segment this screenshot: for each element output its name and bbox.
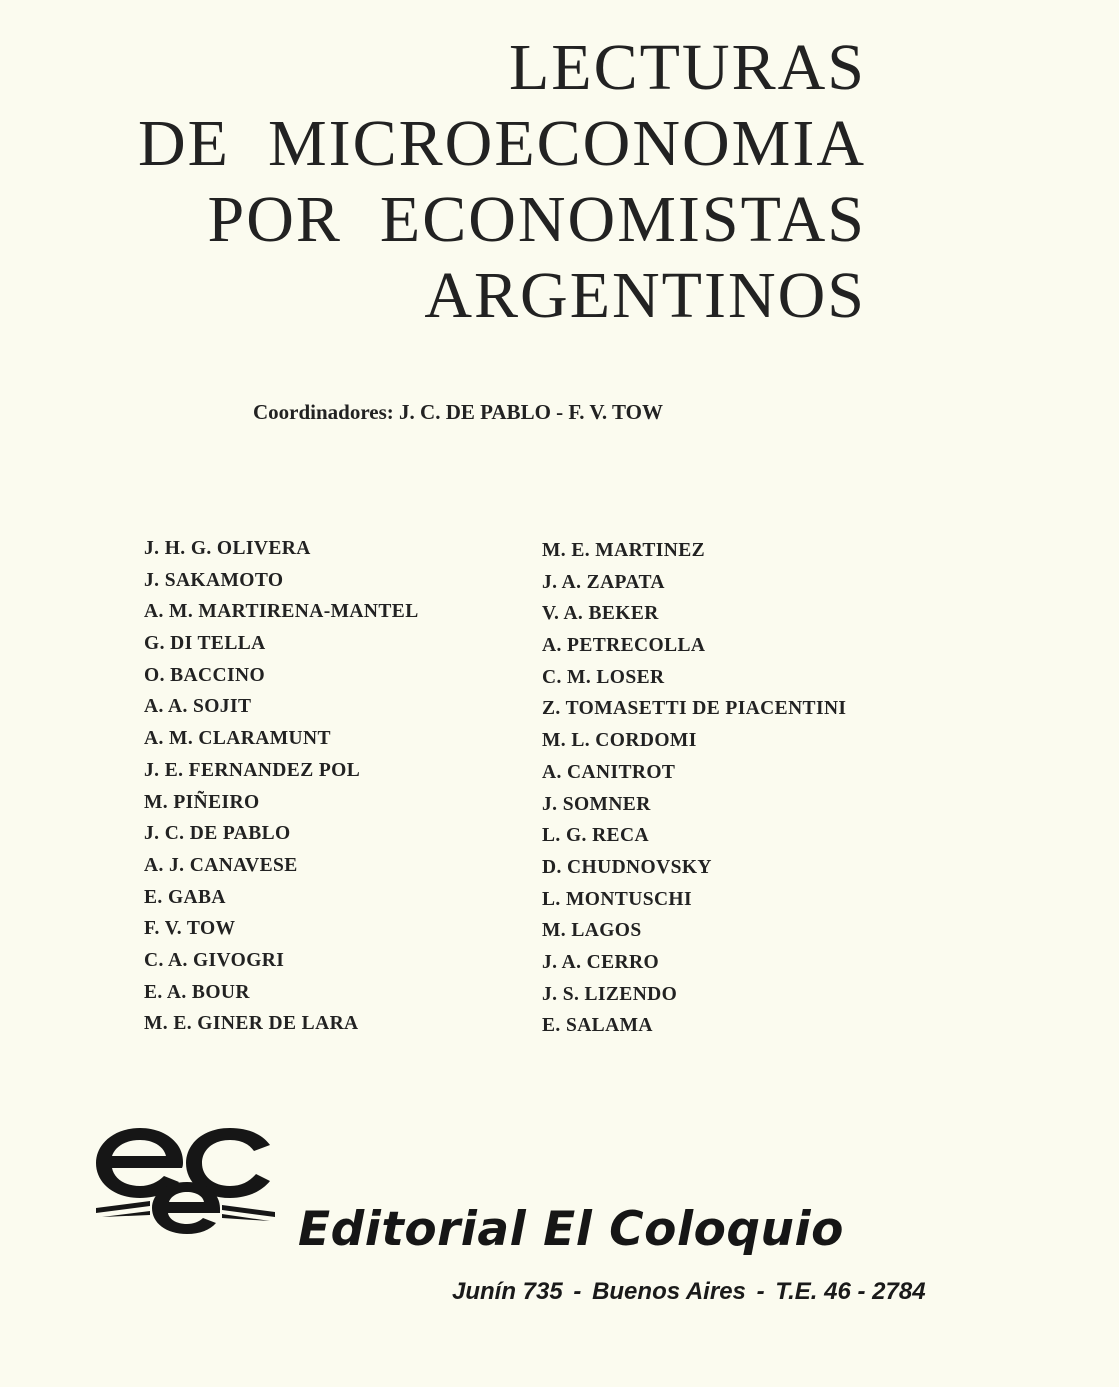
address-phone: T.E. 46 - 2784 — [775, 1278, 926, 1305]
author-name: M. LAGOS — [542, 920, 642, 942]
address-separator: - — [573, 1278, 582, 1305]
author-name: M. E. GINER DE LARA — [144, 1013, 359, 1035]
title-line-4: ARGENTINOS — [424, 259, 866, 332]
author-name: G. DI TELLA — [144, 633, 266, 655]
address-street: Junín 735 — [452, 1278, 563, 1305]
author-name: J. SOMNER — [542, 793, 651, 815]
author-name: C. A. GIVOGRI — [144, 949, 285, 971]
author-name: V. A. BEKER — [542, 603, 659, 625]
author-name: E. GABA — [144, 886, 226, 908]
author-name: J. H. G. OLIVERA — [144, 538, 311, 559]
publisher-logo-icon — [92, 1120, 277, 1235]
author-name: E. A. BOUR — [144, 981, 250, 1003]
author-name: D. CHUDNOVSKY — [542, 856, 712, 878]
author-name: A. A. SOJIT — [144, 696, 252, 718]
coordinators-line: Coordinadores: J. C. DE PABLO - F. V. TOW — [253, 400, 663, 424]
author-name: J. E. FERNANDEZ POL — [144, 759, 361, 781]
author-name: M. E. MARTINEZ — [542, 540, 706, 561]
author-name: J. S. LIZENDO — [542, 983, 678, 1005]
publisher-address — [452, 1278, 926, 1306]
author-name: L. G. RECA — [542, 825, 649, 847]
author-name: A. M. CLARAMUNT — [144, 728, 331, 750]
author-name: O. BACCINO — [144, 664, 266, 686]
author-name: J. A. ZAPATA — [542, 571, 665, 593]
authors-list-right — [542, 535, 846, 1042]
title-line-2: DE MICROECONOMIA — [137, 107, 866, 180]
author-name: F. V. TOW — [144, 918, 236, 940]
author-name: A. CANITROT — [542, 761, 676, 783]
address-separator: - — [756, 1278, 765, 1305]
address-city: Buenos Aires — [592, 1278, 746, 1305]
author-name: J. A. CERRO — [542, 951, 660, 973]
author-name: A. J. CANAVESE — [144, 854, 298, 876]
publisher-name: Editorial El Coloquio — [298, 1202, 844, 1257]
author-name: J. C. DE PABLO — [144, 823, 291, 845]
author-name: A. M. MARTIRENA-MANTEL — [144, 601, 419, 623]
author-name: Z. TOMASETTI DE PIACENTINI — [542, 698, 847, 720]
authors-list-left — [144, 533, 419, 1040]
title-line-1: LECTURAS — [508, 31, 866, 104]
book-title — [138, 30, 866, 334]
author-name: M. L. CORDOMI — [542, 730, 697, 752]
author-name: E. SALAMA — [542, 1015, 653, 1037]
author-name: L. MONTUSCHI — [542, 888, 692, 910]
author-name: M. PIÑEIRO — [144, 791, 260, 813]
author-name: A. PETRECOLLA — [542, 635, 706, 657]
author-name: J. SAKAMOTO — [144, 569, 284, 591]
title-line-3: POR ECONOMISTAS — [207, 183, 866, 256]
author-name: C. M. LOSER — [542, 666, 665, 688]
